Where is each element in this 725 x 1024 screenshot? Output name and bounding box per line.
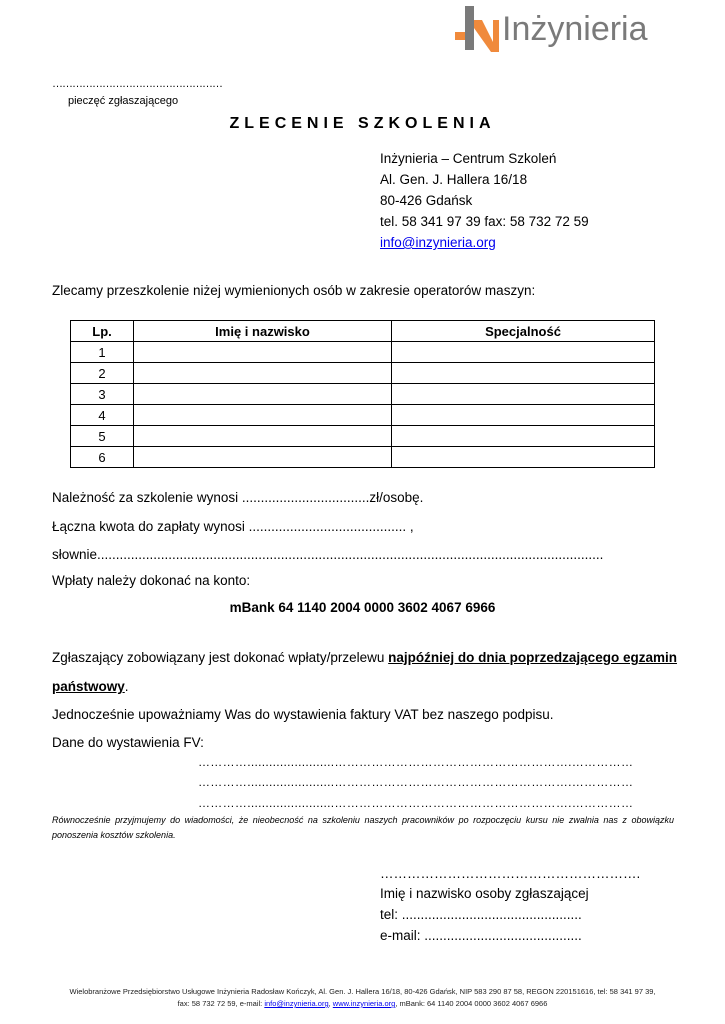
email-link[interactable]: info@inzynieria.org (380, 235, 496, 250)
stamp-label: pieczęć zgłaszającego (68, 95, 179, 107)
signature-tel[interactable]: tel: ................................................ (380, 907, 582, 922)
signature-name-label: Imię i nazwisko osoby zgłaszającej (380, 886, 589, 901)
company-logo-icon (453, 4, 501, 54)
account-label: Wpłaty należy dokonać na konto: (52, 573, 251, 588)
table-row (71, 426, 655, 447)
invoice-line-3[interactable]: …………........................………………………………………………….…………… (198, 796, 634, 810)
stamp-dots: …………………………………………… (52, 78, 222, 90)
table-header-row (71, 321, 655, 342)
total-line: Łączna kwota do zapłaty wynosi .......................................... , (52, 519, 414, 534)
name-cell[interactable] (134, 384, 392, 405)
footer-website-link[interactable]: www.inzynieria.org (332, 999, 396, 1008)
footer-sep: , (328, 999, 333, 1008)
row-number: 2 (71, 363, 134, 384)
footer-bank: , mBank: 64 1140 2004 0000 3602 4067 6966 (395, 999, 548, 1008)
table-row (71, 384, 655, 405)
footer-line-2 (40, 998, 685, 1010)
footer-line-1: Wielobranżowe Przedsiębiorstwo Usługowe Inżynieria Radosław Kończyk, Al. Gen. J. Hallera 16/18, 80-426 Gdańsk, NIP 583 290 87 58, REGON 220151616, tel: 58 341 97 39, (69, 987, 656, 996)
address-line-3: 80-426 Gdańsk (380, 193, 473, 208)
fee-line: Należność za szkolenie wynosi ..................................zł/osobę. (52, 490, 424, 505)
header-name: Imię i nazwisko (134, 321, 392, 342)
row-number: 5 (71, 426, 134, 447)
footer (40, 986, 685, 1010)
obligation-prefix: Zgłaszający zobowiązany jest dokonać wpłaty/przelewu (52, 650, 389, 665)
address-line-1: Inżynieria – Centrum Szkoleń (380, 151, 557, 166)
address-line-2: Al. Gen. J. Hallera 16/18 (380, 172, 528, 187)
words-line: słownie....................................................................................................................................... (52, 547, 604, 562)
invoice-line-1[interactable]: …………........................………………………………………………….…………… (198, 755, 634, 769)
bank-account: mBank 64 1140 2004 0000 3602 4067 6966 (229, 600, 496, 615)
obligation-line (52, 650, 677, 666)
table-row (71, 447, 655, 468)
specialty-cell[interactable] (392, 447, 655, 468)
obligation-line-2 (52, 679, 129, 695)
address-email (380, 235, 496, 251)
row-number: 1 (71, 342, 134, 363)
table-row (71, 363, 655, 384)
logo-text: Inżynieria (502, 10, 648, 48)
footer-fax: fax: 58 732 72 59, e-mail: (177, 999, 265, 1008)
specialty-cell[interactable] (392, 342, 655, 363)
specialty-cell[interactable] (392, 384, 655, 405)
row-number: 4 (71, 405, 134, 426)
specialty-cell[interactable] (392, 426, 655, 447)
name-cell[interactable] (134, 363, 392, 384)
name-cell[interactable] (134, 405, 392, 426)
authorization-text: Jednocześnie upoważniamy Was do wystawienia faktury VAT bez naszego podpisu. (52, 707, 554, 722)
invoice-label: Dane do wystawienia FV: (52, 735, 204, 750)
invoice-line-2[interactable]: …………........................………………………………………………….…………… (198, 775, 634, 789)
specialty-cell[interactable] (392, 405, 655, 426)
signature-email[interactable]: e-mail: .......................................... (380, 928, 582, 943)
name-cell[interactable] (134, 426, 392, 447)
specialty-cell[interactable] (392, 363, 655, 384)
intro-text: Zlecamy przeszkolenie niżej wymienionych osób w zakresie operatorów maszyn: (52, 283, 536, 298)
deadline-text-2: państwowy (52, 679, 125, 694)
header-lp: Lp. (71, 321, 134, 342)
footer-email-link[interactable]: info@inzynieria.org (264, 999, 329, 1008)
table-row (71, 342, 655, 363)
table-row (71, 405, 655, 426)
deadline-text-1: najpóźniej do dnia poprzedzającego egzamin (388, 650, 677, 665)
obligation-suffix: . (124, 679, 129, 694)
row-number: 3 (71, 384, 134, 405)
header-specialty: Specjalność (392, 321, 655, 342)
note-text: Równocześnie przyjmujemy do wiadomości, że nieobecność na szkoleniu naszych pracowników po rozpoczęciu kursu nie zwalnia nas z obowiązku ponoszenia kosztów szkolenia. (52, 815, 674, 840)
address-line-4: tel. 58 341 97 39 fax: 58 732 72 59 (380, 214, 589, 229)
document-title: ZLECENIE SZKOLENIA (229, 115, 496, 132)
name-cell[interactable] (134, 447, 392, 468)
persons-table (70, 320, 655, 468)
row-number: 6 (71, 447, 134, 468)
name-cell[interactable] (134, 342, 392, 363)
signature-dots[interactable]: …………………………………………………. (380, 866, 641, 881)
